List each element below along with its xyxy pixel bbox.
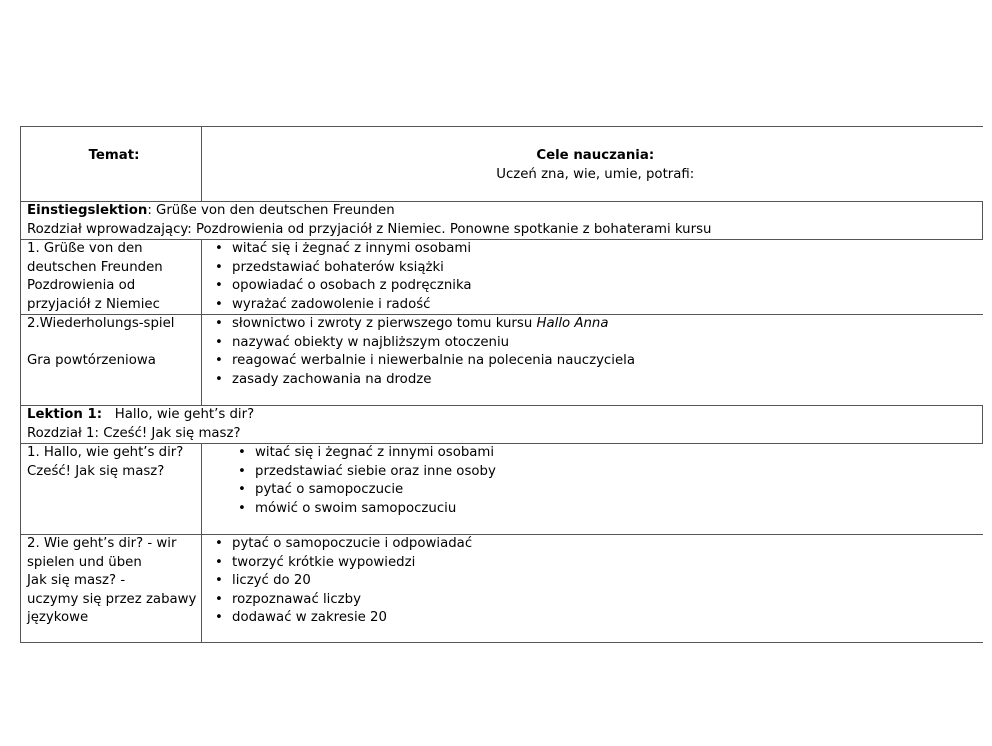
header-row (21, 127, 983, 202)
topic-cell (21, 535, 202, 643)
section-lektion-1-subtitle: Rozdział 1: Cześć! Jak się masz? (27, 425, 241, 441)
section-einstieg-cell (21, 202, 983, 240)
list-item: • zasady zachowania na drodze (232, 371, 983, 390)
curriculum-table (20, 126, 983, 643)
goals-header-title: Cele nauczania: (536, 148, 655, 163)
topic-header: Temat: (21, 127, 202, 202)
course-title: Hallo Anna (536, 316, 609, 331)
goals-cell (202, 240, 983, 315)
topic-line: spielen und üben (27, 554, 142, 570)
topic-line: Jak się masz? - (27, 573, 126, 588)
topic-line: przyjaciół z Niemiec (27, 296, 160, 312)
list-item: • dodawać w zakresie 20 (232, 609, 983, 628)
topic-line: 1. Grüße von den (27, 241, 143, 256)
section-einstieg-subtitle: Rozdział wprowadzający: Pozdrowienia od przyjaciół z Niemiec. Ponowne spotkanie z bohaterami kursu (27, 221, 712, 237)
list-item: • opowiadać o osobach z podręcznika (232, 277, 983, 296)
list-item: • nazywać obiekty w najbliższym otoczeniu (232, 334, 983, 353)
topic-line: 2. Wie geht’s dir? - wir (27, 536, 177, 551)
topic-line: 2.Wiederholungs-spiel (27, 316, 175, 331)
goals-list (208, 315, 983, 389)
list-item: • pytać o samopoczucie i odpowiadać (232, 535, 983, 554)
curriculum-document (20, 126, 982, 643)
list-item: • wyrażać zadowolenie i radość (232, 296, 983, 315)
topic-cell (21, 240, 202, 315)
topic-line: Gra powtórzeniowa (27, 353, 156, 368)
section-lektion-1-title-bold: Lektion 1: (27, 407, 103, 422)
goals-cell (202, 315, 983, 406)
topic-line: językowe (27, 610, 89, 625)
table-row (21, 535, 983, 643)
section-einstieg-title-rest: : Grüße von den deutschen Freunden (147, 203, 395, 218)
section-lektion-1-title-rest: Hallo, wie geht’s dir? (102, 407, 255, 422)
goals-list (208, 444, 983, 518)
table-row (21, 444, 983, 535)
topic-line: deutschen Freunden (27, 259, 163, 275)
goals-list (208, 240, 983, 314)
topic-line: 1. Hallo, wie geht’s dir? (27, 445, 184, 460)
list-item: • liczyć do 20 (232, 572, 983, 591)
goals-header (202, 127, 983, 202)
goal-text: słownictwo i zwroty z pierwszego tomu kursu (232, 316, 537, 331)
goals-cell (202, 444, 983, 535)
list-item: • mówić o swoim samopoczuciu (255, 500, 983, 519)
goals-header-subtitle: Uczeń zna, wie, umie, potrafi: (496, 166, 695, 182)
topic-line: Cześć! Jak się masz? (27, 463, 165, 479)
list-item: • przedstawiać bohaterów książki (232, 259, 983, 278)
section-einstieg (21, 202, 983, 240)
topic-cell (21, 315, 202, 406)
section-lektion-1-cell (21, 406, 983, 444)
topic-line: Pozdrowienia od (27, 278, 136, 293)
list-item: • witać się i żegnać z innymi osobami (232, 240, 983, 259)
list-item: • reagować werbalnie i niewerbalnie na polecenia nauczyciela (232, 352, 983, 371)
section-einstieg-title-bold: Einstiegslektion (27, 203, 148, 218)
goals-list (208, 535, 983, 628)
list-item: • przedstawiać siebie oraz inne osoby (255, 463, 983, 482)
section-lektion-1 (21, 406, 983, 444)
goals-cell (202, 535, 983, 643)
list-item (232, 315, 983, 334)
list-item: • rozpoznawać liczby (232, 591, 983, 610)
list-item: • tworzyć krótkie wypowiedzi (232, 554, 983, 573)
table-row (21, 315, 983, 406)
table-row (21, 240, 983, 315)
topic-cell (21, 444, 202, 535)
topic-line: uczymy się przez zabawy (27, 591, 197, 607)
list-item: • pytać o samopoczucie (255, 481, 983, 500)
list-item: • witać się i żegnać z innymi osobami (255, 444, 983, 463)
